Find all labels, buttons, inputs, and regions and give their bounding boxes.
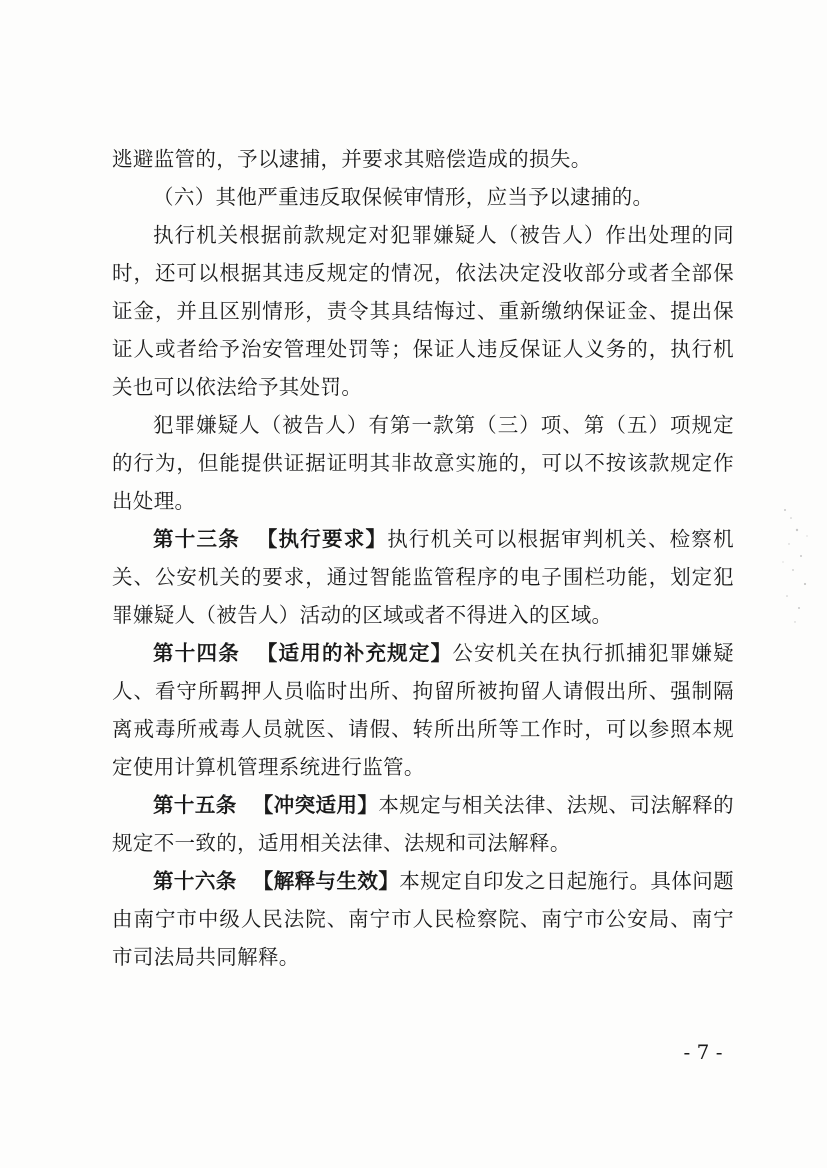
page-number: - 7 - [683,1040,723,1064]
paragraph-handling: 执行机关根据前款规定对犯罪嫌疑人（被告人）作出处理的同时，还可以根据其违反规定的情况，依法决定没收部分或者全部保证金，并且区别情形，责令其具结悔过、重新缴纳保证金、提出保证人或者给予治安管理处罚等；保证人违反保证人义务的，执行机关也可以依法给予其处罚。 [112,223,734,399]
document-body [112,140,734,976]
article-body: 执行机关可以根据审判机关、检察机关、公安机关的要求，通过智能监管程序的电子围栏功能，划定犯罪嫌疑人（被告人）活动的区域或者不得进入的区域。 [112,527,734,627]
article-number: 第十六条 [153,869,237,893]
article-body: 本规定自印发之日起施行。具体问题由南宁市中级人民法院、南宁市人民检察院、南宁市公安局、南宁市司法局共同解释。 [112,869,734,969]
article-heading: 【适用的补充规定】 [255,641,453,665]
article-15 [112,786,734,862]
article-heading: 【解释与生效】 [252,869,400,893]
article-16 [112,862,734,976]
paragraph-item-six: （六）其他严重违反取保候审情形，应当予以逮捕的。 [153,185,654,209]
article-number: 第十五条 [153,793,237,817]
article-heading: 【执行要求】 [255,527,388,551]
paragraph-exception: 犯罪嫌疑人（被告人）有第一款第（三）项、第（五）项规定的行为，但能提供证据证明其非故意实施的，可以不按该款规定作出处理。 [112,413,734,513]
article-number: 第十四条 [153,641,240,665]
paragraph-continuation: 逃避监管的，予以逮捕，并要求其赔偿造成的损失。 [112,147,592,171]
article-14 [112,634,734,786]
article-body: 公安机关在执行抓捕犯罪嫌疑人、看守所羁押人员临时出所、拘留所被拘留人请假出所、强制隔离戒毒所戒毒人员就医、请假、转所出所等工作时，可以参照本规定使用计算机管理系统进行监管。 [112,641,734,779]
article-13 [112,520,734,634]
scan-noise-mark [777,500,817,640]
article-body: 本规定与相关法律、法规、司法解释的规定不一致的，适用相关法律、法规和司法解释。 [112,793,734,855]
article-number: 第十三条 [153,527,240,551]
article-heading: 【冲突适用】 [252,793,379,817]
